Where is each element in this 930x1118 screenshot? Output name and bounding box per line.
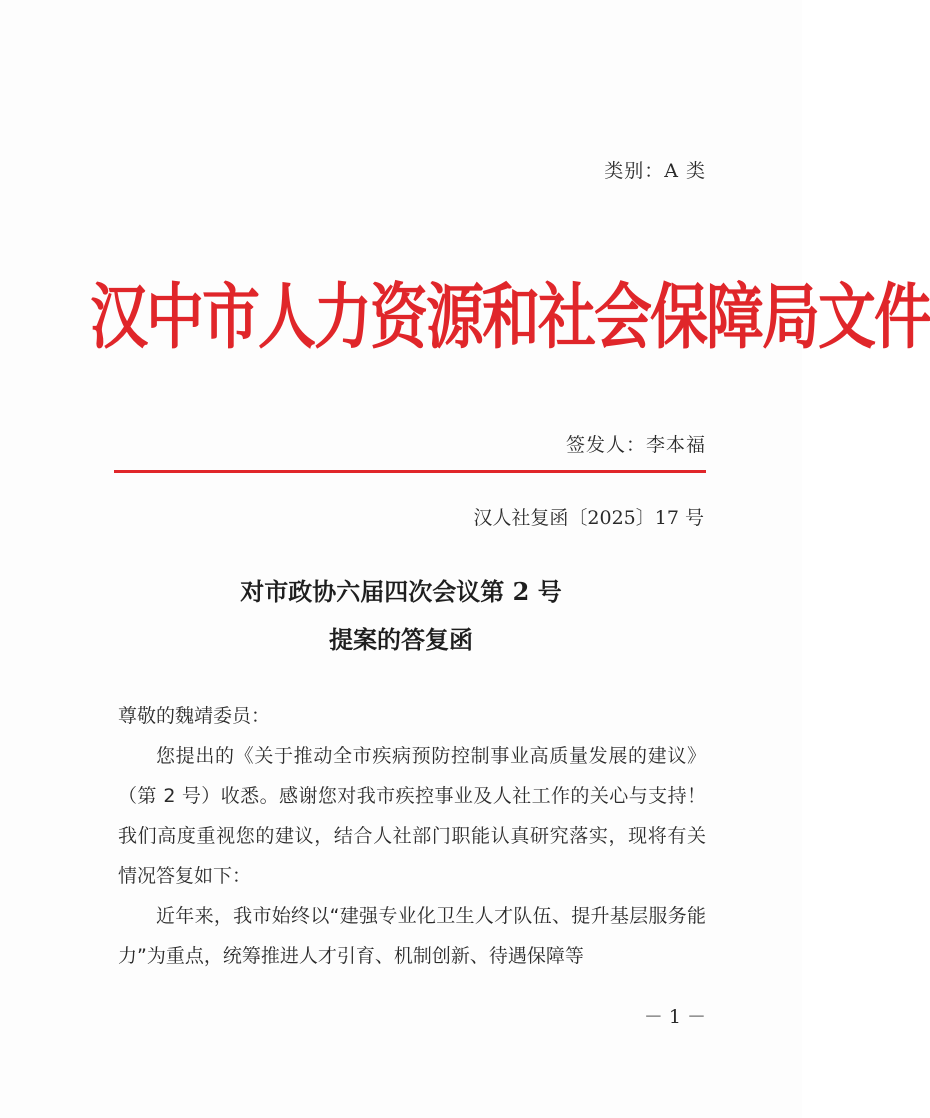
document-body	[118, 696, 706, 976]
document-title-line-1: 对市政协六届四次会议第 2 号	[240, 577, 562, 606]
document-title	[0, 568, 802, 664]
page-number: － 1 －	[643, 1006, 706, 1028]
salutation: 尊敬的魏靖委员：	[118, 705, 271, 727]
body-paragraph-2: 近年来，我市始终以“建强专业化卫生人才队伍、提升基层服务能力”为重点，统筹推进人才引育、机制创新、待遇保障等	[118, 905, 706, 967]
red-divider-line	[114, 470, 706, 473]
category-label: 类别：A 类	[604, 160, 706, 182]
signer-label: 签发人：李本福	[565, 434, 706, 456]
body-paragraph-1: 您提出的《关于推动全市疾病预防控制事业高质量发展的建议》（第 2 号）收悉。感谢您对我市疾控事业及人社工作的关心与支持！我们高度重视您的建议，结合人社部门职能认真研究落实，现将有关情况答复如下：	[118, 745, 706, 887]
document-title-line-2: 提案的答复函	[329, 625, 473, 654]
document-number: 汉人社复函〔2025〕17 号	[473, 507, 704, 529]
red-header-title: 汉中市人力资源和社会保障局文件	[90, 275, 930, 359]
